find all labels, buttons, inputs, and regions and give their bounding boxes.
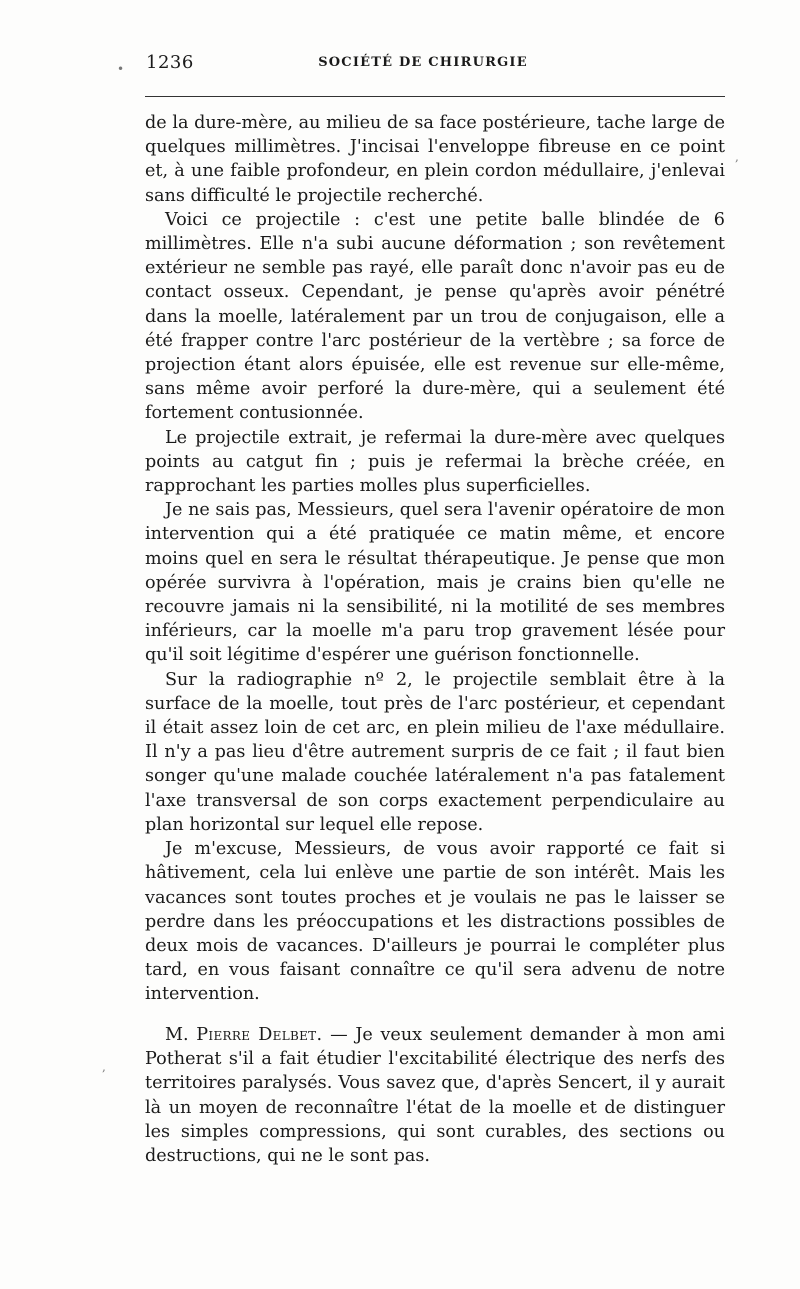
print-speck: , — [102, 1060, 106, 1074]
paragraph: Je ne sais pas, Messieurs, quel sera l'avenir opératoire de mon intervention qui a été pratiquée ce matin même, et encore moins quel en sera le résultat thérapeutique. Je pense que mon opérée survivra à l'opération, mais je crains bien qu'elle ne recouvre jamais ni la sensibilité, ni la motilité de ses membres inférieurs, car la moelle m'a paru trop gravement lésée pour qu'il soit légitime d'espérer une guérison fonctionnelle. — [145, 500, 725, 666]
speaker-name: Pierre Delbet. — [196, 1025, 323, 1045]
speaker-prefix: M. — [165, 1025, 189, 1045]
paragraph: de la dure-mère, au milieu de sa face postérieure, tache large de quelques millimètres. J'incisai l'enveloppe fibreuse en ce point et, à une faible profondeur, en plein cordon médullaire, j'enlevai sans difficulté le projectile recherché. — [145, 113, 725, 206]
running-title: SOCIÉTÉ DE CHIRURGIE — [318, 55, 528, 70]
paragraph: Sur la radiographie nº 2, le projectile semblait être à la surface de la moelle, tout près de l'arc postérieur, et cependant il était assez loin de cet arc, en plein milieu de l'axe médullaire. Il n'y a pas lieu d'être autrement surpris de ce fait ; il faut bien songer qu'une malade couchée latéralement n'a pas fatalement l'axe transversal de son corps exactement perpendiculaire au plan horizontal sur lequel elle repose. — [145, 669, 725, 835]
paragraph: Je m'excuse, Messieurs, de vous avoir rapporté ce fait si hâtivement, cela lui enlève une partie de son intérêt. Mais les vacances sont toutes proches et je voulais ne pas le laisser se perdre dans les préoccupations et les distractions possibles de deux mois de vacances. D'ailleurs je pourrai le compléter plus tard, en vous faisant connaître ce qu'il sera advenu de notre intervention. — [145, 839, 725, 1005]
main-text — [145, 111, 725, 1007]
page-header — [118, 52, 728, 82]
header-rule — [145, 96, 725, 97]
paragraph: Le projectile extrait, je refermai la dure-mère avec quelques points au catgut fin ; puis je refermai la brèche créée, en rapprochant les parties molles plus superficielles. — [145, 427, 725, 497]
paragraph: Voici ce projectile : c'est une petite balle blindée de 6 millimètres. Elle n'a subi aucune déformation ; son revêtement extérieur ne semble pas rayé, elle paraît donc n'avoir pas eu de contact osseux. Cependant, je pense qu'après avoir pénétré dans la moelle, latéralement par un trou de conjugaison, elle a été frapper contre l'arc postérieur de la vertèbre ; sa force de projection étant alors épuisée, elle est revenue sur elle-même, sans même avoir perforé la dure-mère, qui a seulement été fortement contusionnée. — [145, 209, 725, 424]
page-number: 1236 — [146, 52, 194, 73]
reply-paragraph — [145, 1023, 725, 1168]
print-speck: • — [117, 62, 125, 76]
print-speck: , — [735, 150, 739, 164]
reply-text: — Je veux seulement demander à mon ami Potherat s'il a fait étudier l'excitabilité électrique des nerfs des territoires paralysés. Vous savez que, d'après Sencert, il y aurait là un moyen de reconnaître l'état de la moelle et de distinguer les simples compressions, qui sont curables, des sections ou destructions, qui ne le sont pas. — [145, 1025, 725, 1167]
discussion-reply — [145, 1023, 725, 1168]
